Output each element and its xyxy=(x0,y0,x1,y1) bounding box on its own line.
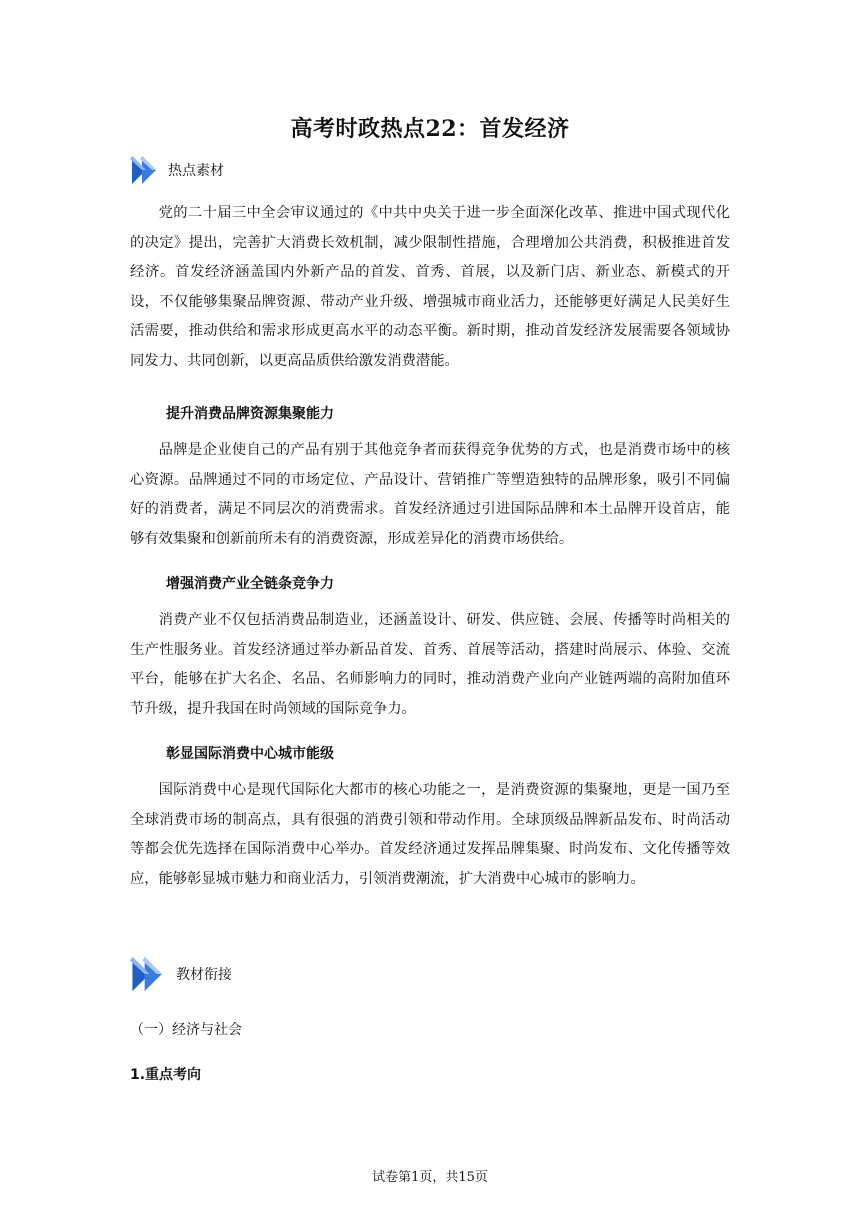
paragraph-brand: 品牌是企业使自己的产品有别于其他竞争者而获得竞争优势的方式，也是消费市场中的核心资源。品牌通过不同的市场定位、产品设计、营销推广等塑造独特的品牌形象，吸引不同偏好的消费者，满足不同层次的消费需求。首发经济通过引进国际品牌和本土品牌开设首店，能够有效集聚和创新前所未有的消费资源，形成差异化的消费市场供给。 xyxy=(130,442,730,547)
section-head-hot-material xyxy=(130,152,224,188)
section-head-textbook-link xyxy=(130,952,232,996)
subhead-consumption-center: 彰显国际消费中心城市能级 xyxy=(166,746,334,762)
page-footer: 试卷第1页，共15页 xyxy=(372,1170,488,1185)
subhead-brand: 提升消费品牌资源集聚能力 xyxy=(166,406,334,422)
paragraph-industry-chain: 消费产业不仅包括消费品制造业，还涵盖设计、研发、供应链、会展、传播等时尚相关的生产性服务业。首发经济通过举办新品首发、首秀、首展等活动，搭建时尚展示、体验、交流平台，能够在扩大名企、名品、名师影响力的同时，推动消费产业向产业链两端的高附加值环节升级，提升我国在时尚领域的国际竞争力。 xyxy=(130,612,730,717)
paragraph-intro: 党的二十届三中全会审议通过的《中共中央关于进一步全面深化改革、推进中国式现代化的决定》提出，完善扩大消费长效机制，减少限制性措施，合理增加公共消费，积极推进首发经济。首发经济涵盖国内外新产品的首发、首秀、首展，以及新门店、新业态、新模式的开设，不仅能够集聚品牌资源、带动产业升级、增强城市商业活力，还能够更好满足人民美好生活需要，推动供给和需求形成更高水平的动态平衡。新时期，推动首发经济发展需要各领域协同发力、共同创新，以更高品质供给激发消费潜能。 xyxy=(130,205,730,369)
double-arrow-icon xyxy=(130,952,174,996)
double-arrow-icon xyxy=(130,152,166,188)
paragraph-consumption-center: 国际消费中心是现代国际化大都市的核心功能之一，是消费资源的集聚地，更是一国乃至全球消费市场的制高点，具有很强的消费引领和带动作用。全球顶级品牌新品发布、时尚活动等都会优先选择在国际消费中心举办。首发经济通过发挥品牌集聚、时尚发布、文化传播等效应，能够彰显城市魅力和商业活力，引领消费潮流，扩大消费中心城市的影响力。 xyxy=(130,782,730,887)
page-title: 高考时政热点22：首发经济 xyxy=(290,116,570,142)
subsection-key-directions: 1.重点考向 xyxy=(130,1067,202,1083)
section-label: 教材衔接 xyxy=(176,967,232,983)
subhead-industry-chain: 增强消费产业全链条竞争力 xyxy=(166,576,334,592)
subsection-economy-society: （一）经济与社会 xyxy=(130,1022,242,1038)
section-label: 热点素材 xyxy=(168,163,224,179)
